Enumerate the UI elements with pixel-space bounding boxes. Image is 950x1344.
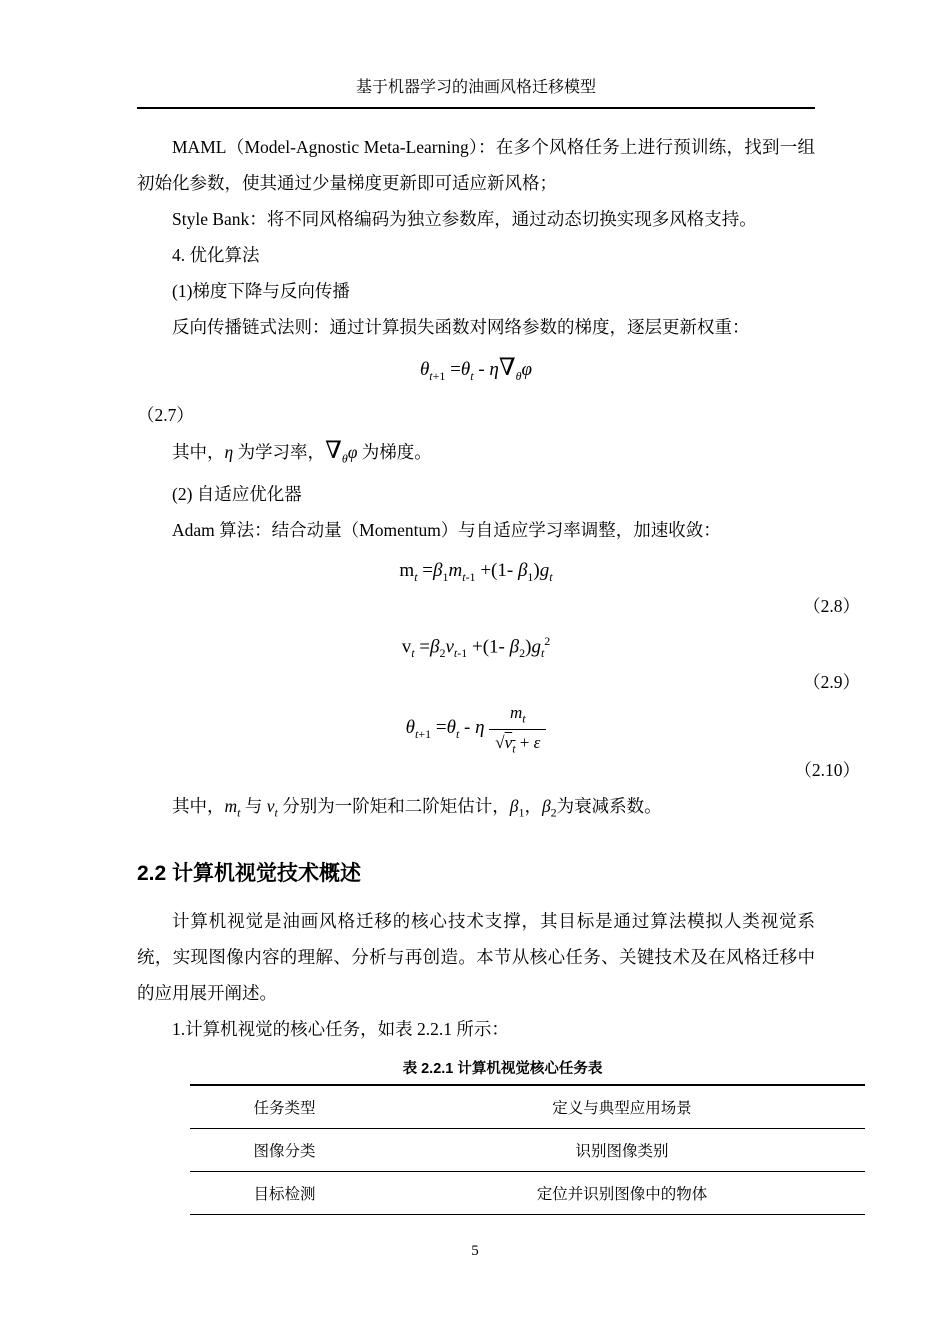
cell-definition: 定位并识别图像中的物体 [536, 1185, 708, 1203]
formula-block-2-10 [137, 702, 860, 782]
paragraph-where-eta: 其中，η 为学习率，$\nabla_\theta\varphi$ 为梯度。 [172, 437, 432, 466]
core-tasks-table [190, 1084, 865, 1215]
page-number: 5 [471, 1243, 479, 1259]
table-header-row [190, 1085, 865, 1129]
table-row [190, 1128, 865, 1171]
table-caption: 表 2.2.1 计算机视觉核心任务表 [402, 1060, 603, 1077]
section-heading-2-2: 2.2 计算机视觉技术概述 [137, 861, 362, 885]
paragraph-style-bank: Style Bank：将不同风格编码为独立参数库，通过动态切换实现多风格支持。 [172, 209, 757, 229]
formula-2-7: $\theta_{t+1} =\theta_t - \eta\nabla_\theta\varphi$ [419, 355, 533, 383]
paragraph-maml: MAML（Model-Agnostic Meta-Learning）：在多个风格任务上进行预训练，找到一组初始化参数，使其通过少量梯度更新即可适应新风格； [137, 137, 815, 193]
formula-block-2-9 [137, 626, 860, 694]
paragraph-backprop: 反向传播链式法则：通过计算损失函数对网络参数的梯度，逐层更新权重： [172, 317, 750, 337]
page-footer [0, 1243, 950, 1260]
formula-block-2-7 [137, 353, 815, 433]
equation-number-2-9: （2.9） [803, 672, 860, 693]
list-item-adaptive-optimizer: (2) 自适应优化器 [172, 484, 302, 505]
paragraph-cv-intro: 计算机视觉是油画风格迁移的核心技术支撑，其目标是通过算法模拟人类视觉系统，实现图像内容的理解、分析与再创造。本节从核心任务、关键技术及在风格迁移中的应用展开阐述。 [137, 910, 815, 1003]
cell-definition: 识别图像类别 [575, 1142, 669, 1160]
list-item-gradient-descent: (1)梯度下降与反向传播 [172, 281, 350, 301]
column-header-task-type: 任务类型 [253, 1099, 316, 1117]
formula-2-10-left: $\theta_{t+1} =\theta_t - \eta$ [405, 717, 485, 742]
page-header [137, 76, 815, 109]
fraction-denominator: $√v_t + \varepsilon$ [495, 732, 541, 755]
header-title: 基于机器学习的油画风格迁移模型 [355, 79, 596, 96]
equation-number-2-8: （2.8） [803, 596, 860, 617]
equation-number-2-10: （2.10） [794, 760, 860, 780]
equation-number-2-7: （2.7） [137, 404, 194, 425]
table-row [190, 1171, 865, 1214]
cell-task-type: 目标检测 [253, 1185, 316, 1203]
table-head [190, 1085, 865, 1129]
formula-2-9: $v_t =\beta_2v_{t-1} +(1-$ $\beta_2)g_t^2$ [401, 634, 551, 661]
formula-2-10 [137, 702, 815, 756]
table-body [190, 1128, 865, 1214]
formula-2-8: $m_t =\beta_1m_{t-1} +(1-$ $\beta_1)g_t$ [399, 560, 553, 585]
cell-task-type: 图像分类 [253, 1142, 316, 1160]
paragraph-adam: Adam 算法：结合动量（Momentum）与自适应学习率调整，加速收敛： [172, 520, 721, 541]
list-item-optimization: 4. 优化算法 [172, 245, 260, 265]
document-body [137, 109, 860, 1215]
fraction-numerator: $m_t$ [489, 702, 546, 729]
fraction [489, 702, 546, 756]
paragraph-where-mt-vt: 其中，$m_t$ 与 $v_t$ 分别为一阶矩和二阶矩估计，$\beta_1$，$\beta_2$为衰减系数。 [172, 796, 662, 820]
column-header-definition: 定义与典型应用场景 [552, 1099, 692, 1117]
formula-block-2-8 [137, 556, 860, 618]
paragraph-task-lead: 1.计算机视觉的核心任务，如表 2.2.1 所示： [172, 1018, 509, 1039]
